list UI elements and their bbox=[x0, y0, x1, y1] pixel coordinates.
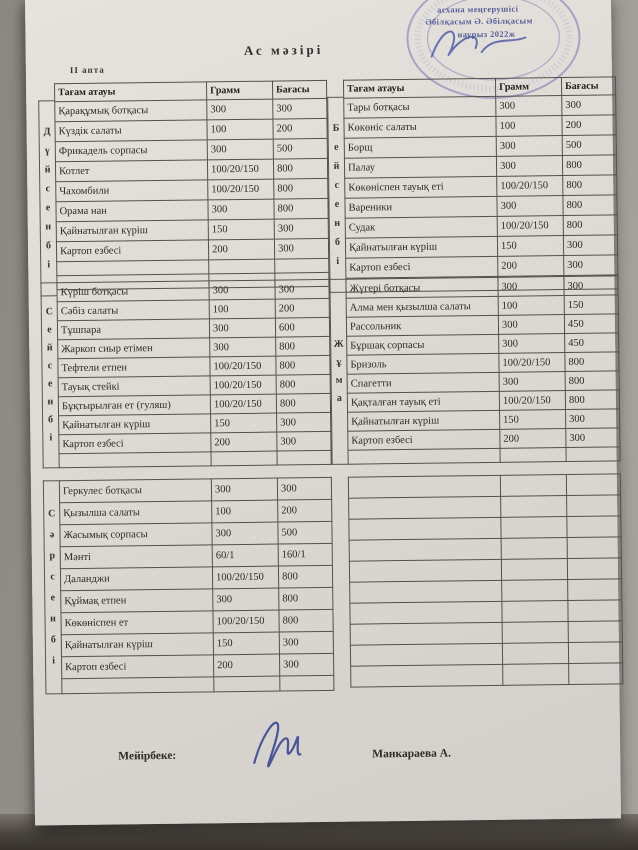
day-letter: н bbox=[47, 396, 54, 408]
day-letter: а bbox=[336, 392, 342, 404]
day-letter: ұ bbox=[336, 356, 342, 368]
dish-name-cell: Тауық стейкі bbox=[58, 376, 210, 397]
day-letter: е bbox=[50, 592, 56, 604]
day-letter: С bbox=[48, 508, 56, 520]
dish-name-cell: Картоп езбесі bbox=[346, 256, 498, 278]
day-letter: і bbox=[47, 259, 51, 271]
signature-icon bbox=[232, 712, 333, 773]
price-cell: 800 bbox=[279, 609, 333, 632]
grams-cell: 100/20/150 bbox=[497, 176, 563, 197]
price-cell: 800 bbox=[565, 371, 619, 391]
dish-name-cell: Тефтели етпен bbox=[58, 357, 210, 378]
grams-cell: 100/20/150 bbox=[213, 610, 279, 633]
day-letter: б bbox=[50, 634, 56, 646]
grams-cell: 300 bbox=[499, 334, 565, 354]
empty-cell bbox=[62, 677, 214, 694]
column-header: Тағам атауы bbox=[343, 78, 495, 98]
grams-cell: 300 bbox=[496, 96, 562, 117]
empty-cell bbox=[502, 643, 568, 665]
dish-name-cell: Тары ботқасы bbox=[344, 96, 496, 118]
dish-name-cell: Чахомбили bbox=[56, 180, 208, 202]
empty-cell bbox=[502, 601, 568, 623]
day-letter: е bbox=[334, 141, 339, 153]
price-cell: 300 bbox=[277, 477, 331, 500]
price-cell: 800 bbox=[565, 390, 619, 410]
dish-name-cell: Орама нан bbox=[56, 200, 208, 222]
dish-name-cell: Қарақұмық ботқасы bbox=[55, 100, 207, 122]
grams-cell: 150 bbox=[208, 219, 274, 240]
dish-name-cell: Тұшпара bbox=[57, 319, 209, 340]
price-cell: 800 bbox=[274, 198, 328, 219]
empty-cell bbox=[349, 517, 501, 540]
empty-cell bbox=[567, 495, 621, 517]
dish-name-cell: Жаркоп сиыр етімен bbox=[58, 338, 210, 359]
grams-cell: 300 bbox=[213, 588, 279, 611]
empty-cell bbox=[566, 447, 620, 462]
dish-name-cell: Сәбіз салаты bbox=[57, 300, 209, 321]
price-cell: 300 bbox=[566, 428, 620, 448]
empty-cell bbox=[348, 475, 500, 498]
empty-row bbox=[348, 447, 620, 464]
price-cell: 160/1 bbox=[278, 543, 332, 566]
day-letter: Ж bbox=[333, 338, 344, 350]
empty-cell bbox=[503, 664, 569, 686]
menu-table-wednesday bbox=[59, 477, 335, 694]
empty-cell bbox=[501, 496, 567, 518]
empty-cell bbox=[500, 448, 566, 463]
grams-cell: 300 bbox=[496, 136, 562, 157]
dish-name-cell: Котлет bbox=[55, 160, 207, 182]
dish-name-cell: Қайнатылған күріш bbox=[61, 633, 213, 657]
empty-cell bbox=[567, 558, 621, 580]
stamp-line: наурыз 2022ж bbox=[457, 28, 516, 39]
dish-name-cell: Күріш ботқасы bbox=[57, 281, 209, 302]
dish-name-cell: Спагетти bbox=[347, 372, 499, 393]
grams-cell: 150 bbox=[497, 236, 563, 257]
price-cell: 500 bbox=[273, 138, 327, 159]
day-letter: і bbox=[336, 255, 340, 267]
dish-name-cell: Көкөніс салаты bbox=[344, 116, 496, 138]
price-cell: 800 bbox=[563, 175, 617, 196]
day-letter: б bbox=[48, 414, 54, 426]
empty-cell bbox=[350, 601, 502, 624]
dish-name-cell: Картоп езбесі bbox=[56, 240, 208, 262]
grams-cell: 300 bbox=[209, 318, 275, 338]
menu-document bbox=[25, 0, 621, 826]
menu-table-monday bbox=[54, 80, 330, 290]
empty-cell bbox=[349, 559, 501, 582]
price-cell: 300 bbox=[273, 98, 327, 119]
day-letter: е bbox=[45, 202, 51, 214]
empty-cell bbox=[350, 580, 502, 603]
day-letter: б bbox=[45, 240, 52, 252]
day-letter: н bbox=[334, 217, 341, 229]
dish-name-cell: Қайнатылған күріш bbox=[59, 414, 211, 435]
empty-cell bbox=[568, 600, 622, 622]
day-letter: р bbox=[49, 550, 56, 562]
day-letter: і bbox=[52, 655, 56, 667]
day-letter: б bbox=[334, 236, 341, 248]
dish-name-cell: Көкөніспен ет bbox=[61, 611, 213, 635]
price-cell: 800 bbox=[565, 352, 619, 372]
menu-table bbox=[54, 80, 330, 290]
day-letter: Б bbox=[332, 122, 340, 134]
price-cell: 150 bbox=[564, 295, 618, 315]
grams-cell: 100/20/150 bbox=[210, 356, 276, 376]
grams-cell: 200 bbox=[213, 654, 279, 677]
dish-name-cell: Күздік салаты bbox=[55, 120, 207, 142]
week-label: ІІ апта bbox=[69, 64, 105, 76]
price-cell: 300 bbox=[566, 409, 620, 429]
empty-cell bbox=[211, 451, 277, 466]
empty-row bbox=[59, 450, 331, 467]
price-cell: 500 bbox=[278, 521, 332, 544]
grams-cell: 100/20/150 bbox=[208, 179, 274, 200]
grams-cell: 100 bbox=[496, 116, 562, 137]
column-header: Грамм bbox=[495, 78, 561, 97]
menu-table bbox=[56, 279, 331, 468]
empty-cell bbox=[275, 258, 329, 273]
dish-name-cell: Қайнатылған күріш bbox=[345, 236, 497, 258]
day-letter: е bbox=[47, 378, 53, 390]
price-cell: 200 bbox=[275, 298, 329, 318]
price-cell: 450 bbox=[565, 333, 619, 353]
price-cell: 300 bbox=[564, 276, 618, 296]
grams-cell: 300 bbox=[207, 139, 273, 160]
empty-cell bbox=[502, 580, 568, 602]
dish-name-cell: Мәнті bbox=[60, 545, 212, 569]
menu-table bbox=[345, 275, 620, 464]
empty-cell bbox=[568, 642, 622, 664]
price-cell: 500 bbox=[562, 135, 616, 156]
dish-name-cell: Фрикадель сорпасы bbox=[55, 140, 207, 162]
signer-name: Манкараева А. bbox=[372, 747, 451, 761]
empty-cell bbox=[350, 622, 502, 645]
dish-name-cell: Бұқтырылған ет (гуляш) bbox=[58, 395, 210, 416]
grams-cell: 300 bbox=[497, 196, 563, 217]
price-cell: 800 bbox=[276, 393, 330, 413]
day-letter: і bbox=[49, 432, 53, 444]
grams-cell: 100 bbox=[498, 296, 564, 316]
empty-cell bbox=[277, 450, 331, 465]
menu-table bbox=[348, 473, 624, 687]
dish-name-cell: Бризоль bbox=[347, 353, 499, 374]
menu-table-thursday bbox=[343, 76, 619, 292]
dish-name-cell: Рассольник bbox=[346, 315, 498, 336]
empty-cell bbox=[569, 663, 623, 685]
day-letter: С bbox=[45, 306, 53, 318]
grams-cell: 60/1 bbox=[212, 544, 278, 567]
day-letter: н bbox=[45, 221, 52, 233]
grams-cell: 200 bbox=[208, 239, 274, 260]
dish-name-cell: Вареники bbox=[345, 196, 497, 218]
menu-table-empty bbox=[348, 473, 624, 687]
grams-cell: 100/20/150 bbox=[499, 391, 565, 411]
menu-section-2 bbox=[40, 275, 620, 468]
empty-cell bbox=[566, 474, 620, 496]
empty-cell bbox=[568, 621, 622, 643]
menu-table bbox=[59, 477, 335, 694]
grams-cell: 300 bbox=[499, 372, 565, 392]
dish-name-cell: Судак bbox=[345, 216, 497, 238]
day-letter: с bbox=[45, 183, 51, 195]
empty-cell bbox=[568, 579, 622, 601]
dish-name-cell: Қызылша салаты bbox=[60, 501, 212, 525]
price-cell: 800 bbox=[273, 158, 327, 179]
day-letter: Д bbox=[43, 126, 51, 138]
day-letter: ү bbox=[44, 145, 50, 157]
dish-name-cell: Жасымық сорпасы bbox=[60, 523, 212, 547]
price-cell: 300 bbox=[279, 631, 333, 654]
empty-cell bbox=[209, 259, 275, 274]
column-header: Бағасы bbox=[561, 77, 615, 96]
price-cell: 800 bbox=[276, 374, 330, 394]
menu-section-1 bbox=[38, 76, 619, 296]
day-letter: й bbox=[333, 160, 340, 172]
menu-section-3 bbox=[43, 473, 624, 694]
dish-name-cell: Картоп езбесі bbox=[348, 429, 500, 450]
grams-cell: 300 bbox=[207, 99, 273, 120]
dish-name-cell: Қайнатылған күріш bbox=[348, 410, 500, 431]
price-cell: 200 bbox=[562, 115, 616, 136]
grams-cell: 300 bbox=[211, 478, 277, 501]
stamp-line: асхана меңгерушісі bbox=[437, 3, 519, 15]
price-cell: 300 bbox=[279, 653, 333, 676]
day-letter: й bbox=[46, 342, 53, 354]
empty-cell bbox=[350, 643, 502, 666]
price-cell: 300 bbox=[563, 235, 617, 256]
nurse-label: Мейірбеке: bbox=[118, 749, 177, 763]
day-letter: м bbox=[335, 374, 343, 386]
dish-name-cell: Бұршақ сорпасы bbox=[347, 334, 499, 355]
grams-cell: 100 bbox=[209, 299, 275, 319]
price-cell: 800 bbox=[279, 587, 333, 610]
price-cell: 300 bbox=[277, 412, 331, 432]
price-cell: 200 bbox=[273, 118, 327, 139]
grams-cell: 300 bbox=[210, 337, 276, 357]
grams-cell: 100/20/150 bbox=[207, 159, 273, 180]
price-cell: 300 bbox=[275, 279, 329, 299]
page-title: Ас мәзірі bbox=[243, 41, 324, 58]
price-cell: 800 bbox=[562, 155, 616, 176]
empty-row bbox=[62, 675, 334, 693]
empty-cell bbox=[500, 475, 566, 497]
dish-name-cell: Құймақ етпен bbox=[61, 589, 213, 613]
dish-name-cell: Қайнатылған күріш bbox=[56, 220, 208, 242]
empty-cell bbox=[280, 675, 334, 691]
grams-cell: 100 bbox=[212, 500, 278, 523]
menu-table-friday bbox=[345, 275, 620, 464]
empty-cell bbox=[501, 559, 567, 581]
price-cell: 300 bbox=[274, 218, 328, 239]
dish-name-cell: Картоп езбесі bbox=[62, 655, 214, 679]
price-cell: 800 bbox=[563, 195, 617, 216]
grams-cell: 100/20/150 bbox=[210, 375, 276, 395]
empty-cell bbox=[502, 622, 568, 644]
empty-cell bbox=[501, 517, 567, 539]
grams-cell: 300 bbox=[498, 277, 564, 297]
grams-cell: 200 bbox=[498, 256, 564, 277]
dish-name-cell: Геркулес ботқасы bbox=[59, 479, 211, 503]
price-cell: 800 bbox=[276, 355, 330, 375]
day-letter: с bbox=[334, 179, 340, 191]
column-header: Бағасы bbox=[272, 80, 326, 99]
price-cell: 800 bbox=[274, 178, 328, 199]
column-header: Тағам атауы bbox=[55, 82, 207, 102]
grams-cell: 300 bbox=[208, 199, 274, 220]
dish-name-cell: Қақталған тауық еті bbox=[347, 391, 499, 412]
grams-cell: 300 bbox=[209, 280, 275, 300]
dish-name-cell: Картоп езбесі bbox=[59, 433, 211, 454]
price-cell: 600 bbox=[275, 317, 329, 337]
day-letter: ә bbox=[49, 529, 55, 541]
dish-name-cell: Көкөніспен тауық еті bbox=[345, 176, 497, 198]
dish-name-cell: Жүгері ботқасы bbox=[346, 277, 498, 298]
empty-cell bbox=[349, 538, 501, 561]
empty-cell bbox=[501, 538, 567, 560]
grams-cell: 150 bbox=[213, 632, 279, 655]
price-cell: 200 bbox=[278, 499, 332, 522]
dish-name-cell: Даланджи bbox=[60, 567, 212, 591]
price-cell: 800 bbox=[563, 215, 617, 236]
grams-cell: 100 bbox=[207, 119, 273, 140]
price-cell: 300 bbox=[274, 238, 328, 259]
empty-cell bbox=[567, 516, 621, 538]
empty-cell bbox=[351, 664, 503, 687]
price-cell: 300 bbox=[564, 255, 618, 276]
price-cell: 300 bbox=[562, 95, 616, 116]
empty-row bbox=[351, 663, 623, 687]
empty-cell bbox=[59, 452, 211, 468]
price-cell: 450 bbox=[564, 314, 618, 334]
grams-cell: 200 bbox=[500, 429, 566, 449]
dish-name-cell: Борщ bbox=[344, 136, 496, 158]
grams-cell: 150 bbox=[211, 413, 277, 433]
day-letter: с bbox=[47, 360, 53, 372]
grams-cell: 100/20/150 bbox=[499, 353, 565, 373]
stamp-line: Әбілқасым Ә. Әбілқасым bbox=[425, 15, 533, 27]
empty-cell bbox=[214, 676, 280, 692]
empty-cell bbox=[349, 496, 501, 519]
grams-cell: 300 bbox=[498, 315, 564, 335]
day-letter: е bbox=[47, 324, 52, 336]
grams-cell: 100/20/150 bbox=[210, 394, 276, 414]
price-cell: 800 bbox=[276, 336, 330, 356]
day-letter: с bbox=[50, 571, 55, 583]
empty-cell bbox=[567, 537, 621, 559]
price-cell: 800 bbox=[278, 565, 332, 588]
day-letter: е bbox=[334, 198, 340, 210]
day-letter: н bbox=[50, 613, 56, 625]
day-letter: й bbox=[44, 164, 51, 176]
grams-cell: 150 bbox=[500, 410, 566, 430]
column-header: Грамм bbox=[206, 81, 272, 100]
dish-name-cell: Палау bbox=[344, 156, 496, 178]
menu-table bbox=[343, 76, 619, 292]
grams-cell: 100/20/150 bbox=[497, 216, 563, 237]
dish-name-cell: Алма мен қызылша салаты bbox=[346, 296, 498, 317]
grams-cell: 200 bbox=[211, 432, 277, 452]
grams-cell: 300 bbox=[496, 156, 562, 177]
grams-cell: 300 bbox=[212, 522, 278, 545]
empty-cell bbox=[348, 448, 500, 464]
price-cell: 300 bbox=[277, 431, 331, 451]
grams-cell: 100/20/150 bbox=[212, 566, 278, 589]
menu-table-tuesday bbox=[56, 279, 331, 468]
